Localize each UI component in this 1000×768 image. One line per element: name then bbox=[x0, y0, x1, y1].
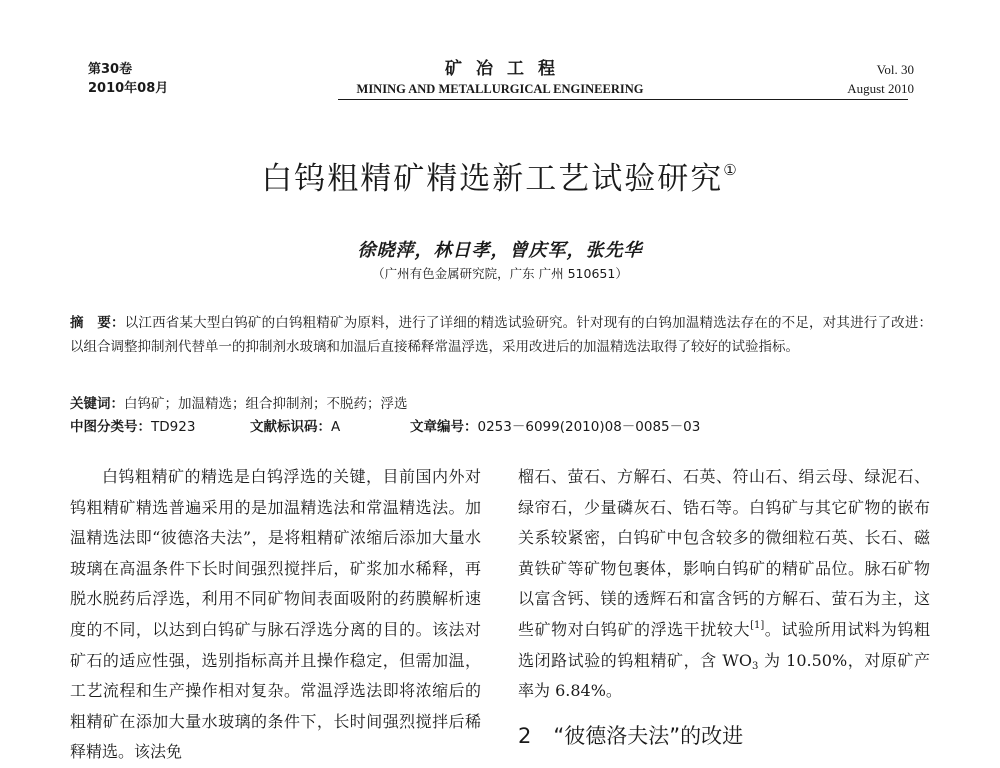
body-right-column bbox=[518, 462, 930, 707]
body-left-column bbox=[70, 462, 481, 768]
article-number bbox=[410, 415, 700, 439]
clc-value: TD923 bbox=[151, 419, 196, 435]
journal-volume-date-cn bbox=[88, 60, 168, 98]
article-title bbox=[100, 153, 900, 198]
title-text: 白钨粗精矿精选新工艺试验研究 bbox=[261, 161, 724, 197]
doc-code-label: 文献标识码： bbox=[250, 419, 331, 435]
article-no-value: 0253－6099(2010)08－0085－03 bbox=[477, 419, 701, 435]
authors: 徐晓萍，林日孝，曾庆军，张先华 bbox=[357, 240, 643, 261]
reference-citation: [1] bbox=[750, 619, 765, 631]
doc-code-value: A bbox=[331, 419, 341, 435]
journal-volume-date-en bbox=[847, 60, 914, 98]
ore-description-paragraph bbox=[518, 462, 930, 707]
ore-text-part3: 为 10.50%，对原矿产率为 6.84%。 bbox=[518, 650, 930, 701]
journal-volume-cn: 第30卷 bbox=[88, 62, 133, 77]
journal-name-en: MINING AND METALLURGICAL ENGINEERING bbox=[356, 82, 644, 96]
journal-date-cn: 2010年08月 bbox=[88, 81, 169, 96]
keywords-text: 白钨矿；加温精选；组合抑制剂；不脱药；浮选 bbox=[124, 396, 408, 412]
keywords-label: 关键词： bbox=[70, 396, 124, 412]
header-rule bbox=[338, 99, 908, 100]
journal-name-cn: 矿冶工程 bbox=[445, 59, 569, 79]
affiliation: （广州有色金属研究院，广东 广州 510651） bbox=[372, 266, 628, 281]
abstract-label: 摘 要： bbox=[70, 315, 125, 331]
abstract-text: 以江西省某大型白钨矿的白钨粗精矿为原料，进行了详细的精选试验研究。针对现有的白钨加温精选法存在的不足，对其进行了改进：以组合调整抑制剂代替单一的抑制剂水玻璃和加温后直接稀释常温浮选，采用改进后的加温精选法取得了较好的试验指标。 bbox=[70, 315, 933, 355]
clc-label: 中图分类号： bbox=[70, 419, 151, 435]
wo3-subscript: 3 bbox=[751, 660, 759, 672]
section-heading bbox=[518, 720, 743, 750]
document-code bbox=[250, 415, 340, 439]
abstract bbox=[70, 311, 932, 359]
journal-volume-en: Vol. 30 bbox=[876, 62, 914, 77]
ore-text-part2: 。试验所用试料为钨粗选闭路试验的钨粗精矿，含 WO bbox=[518, 619, 930, 670]
keywords bbox=[70, 392, 408, 416]
intro-paragraph: 白钨粗精矿的精选是白钨浮选的关键，目前国内外对钨粗精矿精选普遍采用的是加温精选法和常温精选法。加温精选法即“彼德洛夫法”，是将粗精矿浓缩后添加大量水玻璃在高温条件下长时间强烈搅拌后，矿浆加水稀释，再脱水脱药后浮选，利用不同矿物间表面吸附的药膜解析速度的不同，以达到白钨矿与脉石浮选分离的目的。该法对矿石的适应性强，选别指标高并且操作稳定，但需加温，工艺流程和生产操作相对复杂。常温浮选法即将浓缩后的粗精矿在添加大量水玻璃的条件下，长时间强烈搅拌后稀释精选。该法免 bbox=[70, 467, 481, 762]
journal-name bbox=[300, 58, 700, 98]
ore-text-part1: 榴石、萤石、方解石、石英、符山石、绢云母、绿泥石、绿帘石，少量磷灰石、锆石等。白钨矿与其它矿物的嵌布关系较紧密，白钨矿中包含较多的微细粒石英、长石、磁黄铁矿等矿物包裹体，影响白钨矿的精矿品位。脉石矿物以富含钙、镁的透辉石和富含钙的方解石、萤石为主，这些矿物对白钨矿的浮选干扰较大 bbox=[518, 467, 930, 639]
section-number: 2 bbox=[518, 724, 532, 748]
clc-number bbox=[70, 415, 195, 439]
journal-date-en: August 2010 bbox=[847, 81, 914, 96]
title-footnote-mark: ① bbox=[723, 161, 739, 179]
article-no-label: 文章编号： bbox=[410, 419, 478, 435]
section-title: “彼德洛夫法”的改进 bbox=[553, 724, 744, 748]
